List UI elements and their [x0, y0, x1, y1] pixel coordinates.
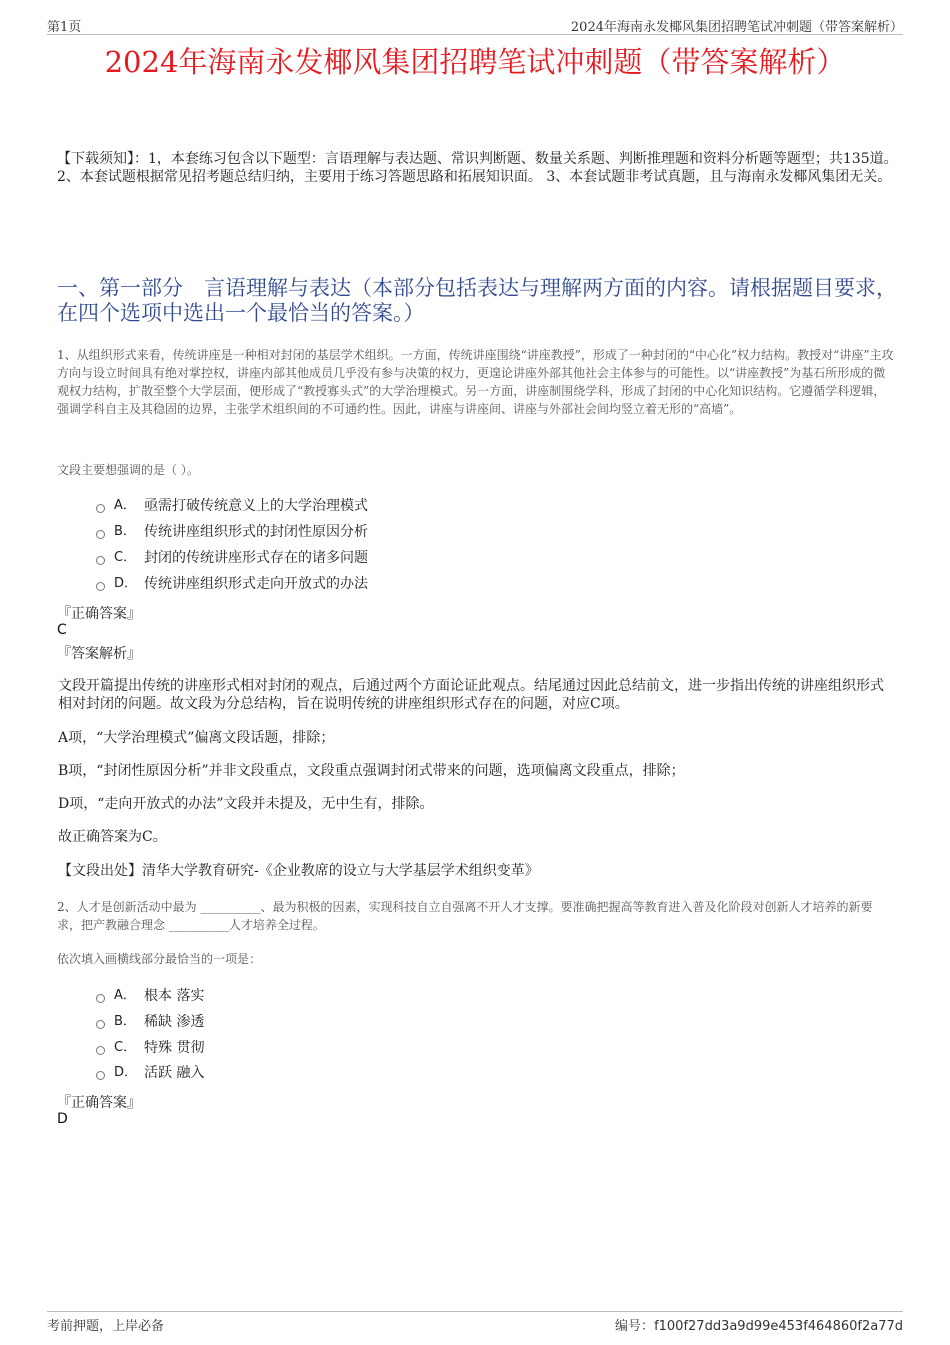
- radio-icon[interactable]: [96, 994, 105, 1003]
- q1-analysis-para: 故正确答案为C。: [58, 829, 167, 845]
- radio-icon[interactable]: [96, 1020, 105, 1029]
- radio-icon[interactable]: [96, 1046, 105, 1055]
- page-number: 第1页: [47, 20, 82, 35]
- radio-icon[interactable]: [96, 1071, 105, 1080]
- q1-option-d[interactable]: D． 传统讲座组织形式走向开放式的办法: [96, 575, 368, 593]
- radio-icon[interactable]: [96, 504, 105, 513]
- q1-analysis-para: D项，“走向开放式的办法”文段并未提及，无中生有，排除。: [58, 796, 434, 812]
- q1-analysis-para: 文段开篇提出传统的讲座形式相对封闭的观点，后通过两个方面论证此观点。结尾通过因此总结前文，进一步指出传统的讲座组织形式相对封闭的问题。故文段为分总结构，旨在说明传统的讲座组织形式存在的问题，对应C项。: [58, 678, 884, 712]
- section-title: 一、第一部分 言语理解与表达（本部分包括表达与理解两方面的内容。请根据题目要求，在四个选项中选出一个最恰当的答案。）: [57, 276, 897, 325]
- q2-option-d[interactable]: D． 活跃 融入: [96, 1064, 204, 1082]
- q2-option-b[interactable]: B． 稀缺 渗透: [96, 1013, 204, 1031]
- q2-answer-label: 『正确答案』: [57, 1095, 141, 1111]
- q2-option-a[interactable]: A． 根本 落实: [96, 987, 204, 1005]
- download-notice: 【下载须知】：1，本套练习包含以下题型：言语理解与表达题、常识判断题、数量关系题、判断推理题和资料分析题等题型；共135道。 2、本套试题根据常见招考题总结归纳，主要用于练习答题思路和拓展知识面。 3、本套试题非考试真题，且与海南永发椰风集团无关。: [57, 151, 898, 185]
- q2-stem: 依次填入画横线部分最恰当的一项是：: [57, 952, 262, 966]
- q1-stem: 文段主要想强调的是（ ）。: [57, 463, 199, 477]
- page-footer: [47, 1311, 903, 1336]
- page-header: [47, 14, 903, 35]
- q1-passage: 1、从组织形式来看，传统讲座是一种相对封闭的基层学术组织。一方面，传统讲座围绕“讲座教授”，形成了一种封闭的“中心化”权力结构。教授对“讲座”主攻方向与设立时间具有绝对掌控权，讲座内部其他成员几乎没有参与决策的权力，更遑论讲座外部其他社会主体参与的可能性。以“讲座教授”为基石所形成的微观权力结构，扩散至整个大学层面，便形成了“教授寡头式”的大学治理模式。另一方面，讲座制围绕学科，形成了封闭的中心化知识结构。它遵循学科逻辑，强调学科自主及其稳固的边界，主张学术组织间的不可通约性。因此，讲座与讲座间、讲座与外部社会间均竖立着无形的“高墙”。: [57, 348, 894, 416]
- q1-analysis-label: 『答案解析』: [57, 646, 141, 662]
- q1-answer-label: 『正确答案』: [57, 606, 141, 622]
- q1-option-c[interactable]: C． 封闭的传统讲座形式存在的诸多问题: [96, 549, 368, 567]
- radio-icon[interactable]: [96, 530, 105, 539]
- q2-option-c[interactable]: C． 特殊 贯彻: [96, 1039, 204, 1057]
- footer-slogan: 考前押题，上岸必备: [47, 1319, 165, 1334]
- radio-icon[interactable]: [96, 582, 105, 591]
- radio-icon[interactable]: [96, 556, 105, 565]
- q1-analysis-para: A项，“大学治理模式”偏离文段话题，排除；: [58, 730, 335, 746]
- q1-option-b[interactable]: B． 传统讲座组织形式的封闭性原因分析: [96, 523, 368, 541]
- q2-answer: D: [57, 1111, 68, 1127]
- q1-source: 【文段出处】清华大学教育研究-《企业教席的设立与大学基层学术组织变革》: [58, 863, 539, 879]
- header-doc-title: 2024年海南永发椰风集团招聘笔试冲刺题（带答案解析）: [570, 20, 903, 35]
- q2-passage: 2、人才是创新活动中最为 __________、最为积极的因素，实现科技自立自强离不开人才支撑。要准确把握高等教育进入普及化阶段对创新人才培养的新要求，把产教融合理念 __________人才培养全过程。: [57, 900, 873, 932]
- q1-analysis-para: B项，“封闭性原因分析”并非文段重点，文段重点强调封闭式带来的问题，选项偏离文段重点，排除；: [58, 763, 685, 779]
- q1-option-a[interactable]: A． 亟需打破传统意义上的大学治理模式: [96, 497, 368, 515]
- q1-answer: C: [57, 622, 67, 638]
- document-title: 2024年海南永发椰风集团招聘笔试冲刺题（带答案解析）: [104, 45, 846, 79]
- footer-code: 编号：f100f27dd3a9d99e453f464860f2a77d: [615, 1319, 903, 1334]
